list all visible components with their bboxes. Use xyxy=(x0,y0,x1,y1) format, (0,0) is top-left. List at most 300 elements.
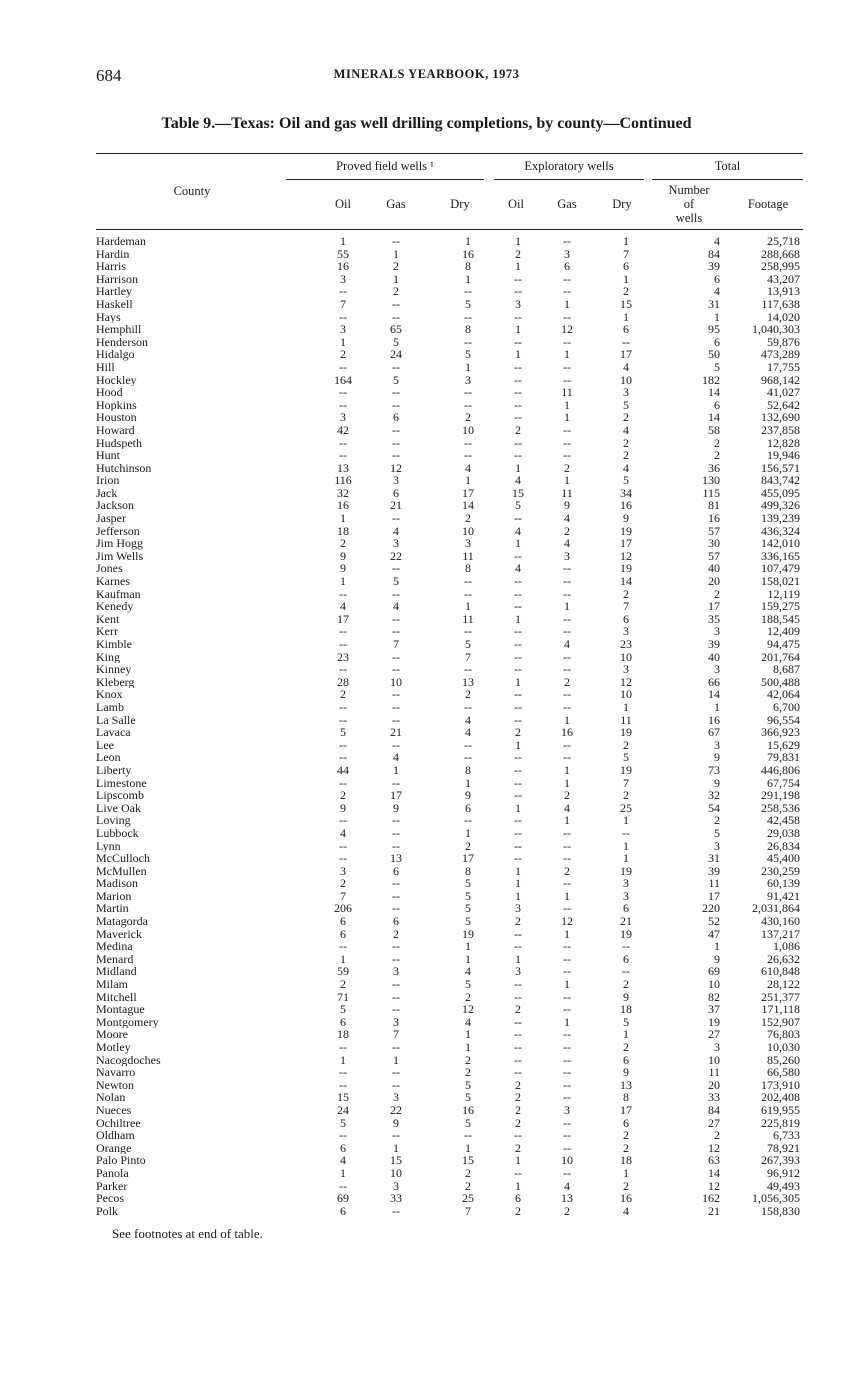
cell-exploratory-dry: 7 xyxy=(623,599,629,614)
cell-exploratory-dry: 18 xyxy=(620,1002,632,1017)
county-name: Lee xyxy=(96,739,117,752)
table-body xyxy=(0,235,853,1217)
running-head: MINERALS YEARBOOK, 1973 xyxy=(333,67,520,81)
cell-proved-oil: -- xyxy=(339,699,347,714)
cell-proved-oil: 7 xyxy=(340,888,346,903)
cell-exploratory-dry: 5 xyxy=(623,473,629,488)
cell-footage: 60,139 xyxy=(767,876,800,891)
cell-exploratory-gas: -- xyxy=(563,359,571,374)
cell-exploratory-oil: -- xyxy=(514,309,522,324)
cell-proved-dry: -- xyxy=(464,662,472,677)
cell-exploratory-dry: 25 xyxy=(620,800,632,815)
cell-proved-oil: 4 xyxy=(340,1153,346,1168)
cell-exploratory-oil: 2 xyxy=(515,1077,521,1092)
cell-proved-gas: 4 xyxy=(393,750,399,765)
cell-exploratory-dry: 19 xyxy=(620,561,632,576)
cell-exploratory-dry: 4 xyxy=(623,1203,629,1218)
cell-proved-oil: -- xyxy=(339,712,347,727)
county-name: Medina xyxy=(96,940,136,953)
cell-footage: 137,217 xyxy=(761,926,800,941)
cell-proved-dry: 2 xyxy=(465,1178,471,1193)
county-name: Kinney xyxy=(96,663,134,676)
cell-exploratory-dry: 2 xyxy=(623,1140,629,1155)
cell-proved-oil: 6 xyxy=(340,926,346,941)
table-row xyxy=(0,638,853,651)
cell-exploratory-oil: -- xyxy=(514,788,522,803)
header-number-line2: of xyxy=(683,197,695,211)
county-cell xyxy=(96,1041,286,1054)
cell-number-of-wells: 10 xyxy=(708,977,720,992)
cell-proved-oil: 16 xyxy=(337,498,349,513)
cell-footage: 288,668 xyxy=(761,246,800,261)
cell-proved-dry: 4 xyxy=(465,964,471,979)
county-cell xyxy=(96,487,286,500)
cell-exploratory-gas: -- xyxy=(563,561,571,576)
table-row xyxy=(0,663,853,676)
cell-exploratory-gas: -- xyxy=(563,284,571,299)
cell-exploratory-dry: 18 xyxy=(620,1153,632,1168)
cell-exploratory-oil: 2 xyxy=(515,246,521,261)
cell-exploratory-dry: 14 xyxy=(620,574,632,589)
cell-proved-dry: -- xyxy=(464,699,472,714)
cell-number-of-wells: 14 xyxy=(708,410,720,425)
cell-proved-gas: 65 xyxy=(390,322,402,337)
cell-proved-dry: 1 xyxy=(465,825,471,840)
county-name: Henderson xyxy=(96,336,151,349)
cell-proved-gas: -- xyxy=(392,435,400,450)
cell-proved-gas: -- xyxy=(392,825,400,840)
cell-exploratory-dry: 1 xyxy=(623,851,629,866)
cell-exploratory-gas: 1 xyxy=(564,813,570,828)
cell-proved-dry: 8 xyxy=(465,863,471,878)
cell-exploratory-dry: 19 xyxy=(620,523,632,538)
cell-footage: 59,876 xyxy=(767,334,800,349)
county-name: Nueces xyxy=(96,1104,134,1117)
cell-exploratory-dry: 6 xyxy=(623,611,629,626)
cell-exploratory-oil: 1 xyxy=(515,951,521,966)
table-row xyxy=(0,348,853,361)
cell-footage: 91,421 xyxy=(767,888,800,903)
cell-number-of-wells: 2 xyxy=(714,813,720,828)
cell-exploratory-dry: 2 xyxy=(623,1178,629,1193)
cell-proved-dry: -- xyxy=(464,813,472,828)
table-row xyxy=(0,1016,853,1029)
cell-proved-dry: 16 xyxy=(462,246,474,261)
cell-proved-dry: 1 xyxy=(465,599,471,614)
table-row xyxy=(0,1154,853,1167)
cell-proved-gas: 4 xyxy=(393,523,399,538)
table-row xyxy=(0,1079,853,1092)
dot-leader xyxy=(96,1214,286,1215)
county-cell xyxy=(96,1079,286,1092)
cell-proved-dry: -- xyxy=(464,397,472,412)
cell-exploratory-gas: -- xyxy=(563,1002,571,1017)
table-row xyxy=(0,865,853,878)
county-name: Jim Wells xyxy=(96,550,146,563)
cell-proved-gas: 22 xyxy=(390,548,402,563)
cell-exploratory-gas: 1 xyxy=(564,977,570,992)
cell-proved-oil: 42 xyxy=(337,422,349,437)
cell-proved-oil: 17 xyxy=(337,611,349,626)
cell-footage: 12,409 xyxy=(767,624,800,639)
cell-number-of-wells: 11 xyxy=(708,876,720,891)
cell-exploratory-gas: -- xyxy=(563,422,571,437)
county-name: Palo Pinto xyxy=(96,1154,149,1167)
header-footage: Footage xyxy=(747,197,789,211)
county-cell xyxy=(96,437,286,450)
cell-exploratory-dry: 3 xyxy=(623,876,629,891)
county-cell xyxy=(96,802,286,815)
header-total-rule xyxy=(652,179,803,180)
cell-proved-gas: 5 xyxy=(393,574,399,589)
cell-proved-gas: -- xyxy=(392,611,400,626)
table-row xyxy=(0,991,853,1004)
county-name: Live Oak xyxy=(96,802,144,815)
cell-proved-dry: 2 xyxy=(465,989,471,1004)
cell-proved-gas: 10 xyxy=(390,674,402,689)
cell-number-of-wells: 27 xyxy=(708,1027,720,1042)
cell-number-of-wells: 54 xyxy=(708,800,720,815)
cell-proved-gas: 21 xyxy=(390,725,402,740)
cell-proved-oil: 206 xyxy=(334,901,352,916)
cell-exploratory-dry: -- xyxy=(622,939,630,954)
cell-number-of-wells: 5 xyxy=(714,825,720,840)
county-name: Newton xyxy=(96,1079,137,1092)
cell-proved-gas: -- xyxy=(392,939,400,954)
cell-proved-dry: 6 xyxy=(465,800,471,815)
cell-exploratory-oil: -- xyxy=(514,838,522,853)
cell-proved-dry: 2 xyxy=(465,1052,471,1067)
cell-exploratory-oil: 4 xyxy=(515,523,521,538)
county-cell xyxy=(96,285,286,298)
cell-footage: 94,475 xyxy=(767,637,800,651)
cell-exploratory-oil: -- xyxy=(514,448,522,463)
cell-proved-dry: 9 xyxy=(465,788,471,803)
cell-proved-oil: 1 xyxy=(340,574,346,589)
county-name: Lynn xyxy=(96,840,124,853)
cell-number-of-wells: 115 xyxy=(702,485,720,500)
cell-exploratory-dry: 7 xyxy=(623,246,629,261)
cell-number-of-wells: 17 xyxy=(708,599,720,614)
cell-proved-gas: 5 xyxy=(393,334,399,349)
cell-number-of-wells: 6 xyxy=(714,397,720,412)
cell-exploratory-gas: 12 xyxy=(561,914,573,929)
cell-exploratory-gas: 1 xyxy=(564,775,570,790)
cell-exploratory-oil: 3 xyxy=(515,901,521,916)
cell-footage: 96,554 xyxy=(767,712,800,727)
cell-footage: 258,995 xyxy=(761,259,800,274)
cell-exploratory-oil: -- xyxy=(514,599,522,614)
cell-exploratory-oil: -- xyxy=(514,410,522,425)
cell-proved-dry: 17 xyxy=(462,485,474,500)
cell-exploratory-gas: -- xyxy=(563,1052,571,1067)
cell-footage: 28,122 xyxy=(767,977,800,992)
county-name: Nacogdoches xyxy=(96,1054,164,1067)
header-exploratory-oil: Oil xyxy=(508,197,524,211)
cell-exploratory-dry: 2 xyxy=(623,737,629,752)
county-name: Limestone xyxy=(96,777,150,790)
cell-exploratory-oil: 1 xyxy=(515,1178,521,1193)
cell-exploratory-dry: 19 xyxy=(620,926,632,941)
cell-proved-gas: 12 xyxy=(390,460,402,475)
cell-proved-oil: 2 xyxy=(340,536,346,551)
table-row xyxy=(0,1028,853,1041)
cell-footage: 2,031,864 xyxy=(752,901,800,916)
county-name: Kleberg xyxy=(96,676,137,689)
cell-proved-gas: 13 xyxy=(390,851,402,866)
cell-proved-gas: 6 xyxy=(393,914,399,929)
cell-proved-gas: 2 xyxy=(393,284,399,299)
cell-proved-oil: -- xyxy=(339,939,347,954)
cell-exploratory-dry: 1 xyxy=(623,234,629,248)
county-cell xyxy=(96,474,286,487)
table-row xyxy=(0,323,853,336)
cell-number-of-wells: 21 xyxy=(708,1203,720,1218)
cell-footage: 173,910 xyxy=(761,1077,800,1092)
table-row xyxy=(0,890,853,903)
cell-exploratory-dry: 3 xyxy=(623,385,629,400)
header-exploratory-rule xyxy=(494,179,644,180)
county-cell xyxy=(96,840,286,853)
county-name: Nolan xyxy=(96,1091,128,1104)
cell-exploratory-gas: 1 xyxy=(564,599,570,614)
cell-footage: 258,536 xyxy=(761,800,800,815)
cell-number-of-wells: 17 xyxy=(708,888,720,903)
cell-exploratory-oil: -- xyxy=(514,750,522,765)
county-cell xyxy=(96,1117,286,1130)
cell-footage: 230,259 xyxy=(761,863,800,878)
cell-proved-oil: 4 xyxy=(340,599,346,614)
header-number-line1: Number xyxy=(668,183,710,197)
cell-exploratory-oil: 3 xyxy=(515,964,521,979)
cell-proved-oil: -- xyxy=(339,309,347,324)
cell-exploratory-dry: 12 xyxy=(620,548,632,563)
county-cell xyxy=(96,751,286,764)
table-row xyxy=(0,336,853,349)
dot-leader xyxy=(96,634,286,635)
cell-footage: 12,119 xyxy=(767,586,800,601)
cell-exploratory-dry: 6 xyxy=(623,901,629,916)
table-row xyxy=(0,625,853,638)
cell-exploratory-oil: 1 xyxy=(515,347,521,362)
cell-proved-gas: -- xyxy=(392,561,400,576)
county-cell xyxy=(96,814,286,827)
county-cell xyxy=(96,890,286,903)
county-name: Howard xyxy=(96,424,138,437)
cell-footage: 79,831 xyxy=(767,750,800,765)
cell-exploratory-gas: 1 xyxy=(564,473,570,488)
cell-proved-oil: 164 xyxy=(334,372,352,387)
cell-number-of-wells: 47 xyxy=(708,926,720,941)
cell-proved-dry: 17 xyxy=(462,851,474,866)
cell-proved-oil: -- xyxy=(339,813,347,828)
cell-proved-dry: 2 xyxy=(465,1165,471,1180)
county-cell xyxy=(96,1066,286,1079)
cell-proved-gas: -- xyxy=(392,422,400,437)
table-row xyxy=(0,1054,853,1067)
county-cell xyxy=(96,411,286,424)
cell-proved-gas: 3 xyxy=(393,964,399,979)
cell-exploratory-dry: 5 xyxy=(623,750,629,765)
county-name: Navarro xyxy=(96,1066,138,1079)
cell-number-of-wells: 3 xyxy=(714,737,720,752)
county-cell xyxy=(96,562,286,575)
cell-number-of-wells: 40 xyxy=(708,649,720,664)
county-cell xyxy=(96,1129,286,1142)
cell-proved-dry: 19 xyxy=(462,926,474,941)
cell-proved-gas: 2 xyxy=(393,926,399,941)
cell-exploratory-oil: 1 xyxy=(515,876,521,891)
cell-exploratory-oil: 1 xyxy=(515,737,521,752)
cell-number-of-wells: 1 xyxy=(714,939,720,954)
cell-exploratory-dry: 1 xyxy=(623,271,629,286)
cell-exploratory-dry: 21 xyxy=(620,914,632,929)
cell-proved-dry: 1 xyxy=(465,234,471,248)
cell-proved-oil: 1 xyxy=(340,1052,346,1067)
cell-proved-gas: -- xyxy=(392,876,400,891)
cell-proved-oil: -- xyxy=(339,838,347,853)
cell-proved-oil: 1 xyxy=(340,334,346,349)
cell-exploratory-gas: 9 xyxy=(564,498,570,513)
cell-number-of-wells: 67 xyxy=(708,725,720,740)
cell-exploratory-oil: 1 xyxy=(515,536,521,551)
county-cell xyxy=(96,1192,286,1205)
cell-exploratory-dry: 11 xyxy=(620,712,632,727)
cell-exploratory-oil: 5 xyxy=(515,498,521,513)
cell-proved-gas: 7 xyxy=(393,637,399,651)
county-name: King xyxy=(96,651,123,664)
cell-footage: 619,955 xyxy=(761,1102,800,1117)
cell-footage: 6,700 xyxy=(773,699,800,714)
cell-exploratory-dry: 4 xyxy=(623,422,629,437)
cell-proved-gas: 24 xyxy=(390,347,402,362)
dot-leader xyxy=(96,320,286,321)
cell-footage: 500,488 xyxy=(761,674,800,689)
cell-proved-gas: 2 xyxy=(393,259,399,274)
cell-proved-gas: 3 xyxy=(393,536,399,551)
cell-proved-dry: 25 xyxy=(462,1191,474,1206)
cell-exploratory-dry: 6 xyxy=(623,322,629,337)
cell-exploratory-dry: -- xyxy=(622,825,630,840)
county-name: Jefferson xyxy=(96,525,143,538)
cell-footage: 43,207 xyxy=(767,271,800,286)
cell-exploratory-oil: 1 xyxy=(515,234,521,248)
cell-exploratory-dry: 13 xyxy=(620,1077,632,1092)
dot-leader xyxy=(96,483,286,484)
cell-exploratory-gas: 4 xyxy=(564,637,570,651)
cell-exploratory-gas: 13 xyxy=(561,1191,573,1206)
cell-proved-dry: 1 xyxy=(465,939,471,954)
cell-exploratory-gas: -- xyxy=(563,750,571,765)
cell-proved-gas: 10 xyxy=(390,1165,402,1180)
county-name: Mitchell xyxy=(96,991,140,1004)
table-row xyxy=(0,235,853,248)
cell-proved-dry: 8 xyxy=(465,762,471,777)
cell-proved-gas: 1 xyxy=(393,246,399,261)
table-row xyxy=(0,1091,853,1104)
cell-exploratory-gas: -- xyxy=(563,624,571,639)
table-row xyxy=(0,260,853,273)
cell-proved-oil: 2 xyxy=(340,687,346,702)
cell-proved-gas: -- xyxy=(392,813,400,828)
county-name: McCulloch xyxy=(96,852,153,865)
header-proved-rule xyxy=(286,179,484,180)
cell-proved-oil: -- xyxy=(339,1040,347,1054)
cell-proved-gas: -- xyxy=(392,1065,400,1080)
cell-proved-oil: 6 xyxy=(340,914,346,929)
cell-number-of-wells: 20 xyxy=(708,1077,720,1092)
cell-proved-dry: 2 xyxy=(465,511,471,526)
cell-proved-dry: 2 xyxy=(465,1065,471,1080)
county-cell xyxy=(96,915,286,928)
county-cell xyxy=(96,877,286,890)
cell-proved-dry: 16 xyxy=(462,1102,474,1117)
table-row xyxy=(0,953,853,966)
county-cell xyxy=(96,1180,286,1193)
cell-proved-dry: -- xyxy=(464,574,472,589)
county-name: Jasper xyxy=(96,512,129,525)
table-row xyxy=(0,840,853,853)
cell-number-of-wells: 1 xyxy=(714,699,720,714)
cell-exploratory-gas: -- xyxy=(563,1090,571,1105)
cell-footage: 446,806 xyxy=(761,762,800,777)
cell-proved-gas: -- xyxy=(392,586,400,601)
cell-proved-gas: 17 xyxy=(390,788,402,803)
cell-proved-oil: 59 xyxy=(337,964,349,979)
cell-proved-dry: 1 xyxy=(465,1027,471,1042)
header-exploratory-dry: Dry xyxy=(612,197,632,211)
county-name: Polk xyxy=(96,1205,121,1218)
cell-exploratory-gas: 1 xyxy=(564,762,570,777)
table-row xyxy=(0,1003,853,1016)
cell-exploratory-oil: 2 xyxy=(515,914,521,929)
cell-exploratory-dry: 2 xyxy=(623,1128,629,1143)
cell-number-of-wells: 32 xyxy=(708,788,720,803)
cell-proved-gas: 7 xyxy=(393,1027,399,1042)
cell-number-of-wells: 220 xyxy=(702,901,720,916)
cell-footage: 152,907 xyxy=(761,1014,800,1029)
table-row xyxy=(0,739,853,752)
cell-footage: 968,142 xyxy=(761,372,800,387)
cell-exploratory-gas: -- xyxy=(563,1140,571,1155)
county-cell xyxy=(96,1091,286,1104)
cell-exploratory-dry: 1 xyxy=(623,699,629,714)
cell-proved-dry: -- xyxy=(464,284,472,299)
cell-proved-gas: -- xyxy=(392,977,400,992)
cell-exploratory-oil: -- xyxy=(514,548,522,563)
cell-proved-dry: 11 xyxy=(462,548,474,563)
cell-exploratory-oil: -- xyxy=(514,851,522,866)
table-row xyxy=(0,1066,853,1079)
county-name: Hardin xyxy=(96,248,132,261)
cell-proved-oil: 13 xyxy=(337,460,349,475)
cell-exploratory-dry: 9 xyxy=(623,511,629,526)
cell-exploratory-oil: -- xyxy=(514,939,522,954)
cell-exploratory-oil: -- xyxy=(514,825,522,840)
cell-exploratory-oil: -- xyxy=(514,977,522,992)
table-row xyxy=(0,764,853,777)
county-name: Marion xyxy=(96,890,134,903)
county-cell xyxy=(96,739,286,752)
dot-leader xyxy=(96,660,286,661)
cell-exploratory-gas: 1 xyxy=(564,296,570,311)
cell-footage: 156,571 xyxy=(761,460,800,475)
county-cell xyxy=(96,449,286,462)
cell-proved-dry: 15 xyxy=(462,1153,474,1168)
cell-number-of-wells: 19 xyxy=(708,1014,720,1029)
table-row xyxy=(0,499,853,512)
county-name: Kimble xyxy=(96,638,135,651)
